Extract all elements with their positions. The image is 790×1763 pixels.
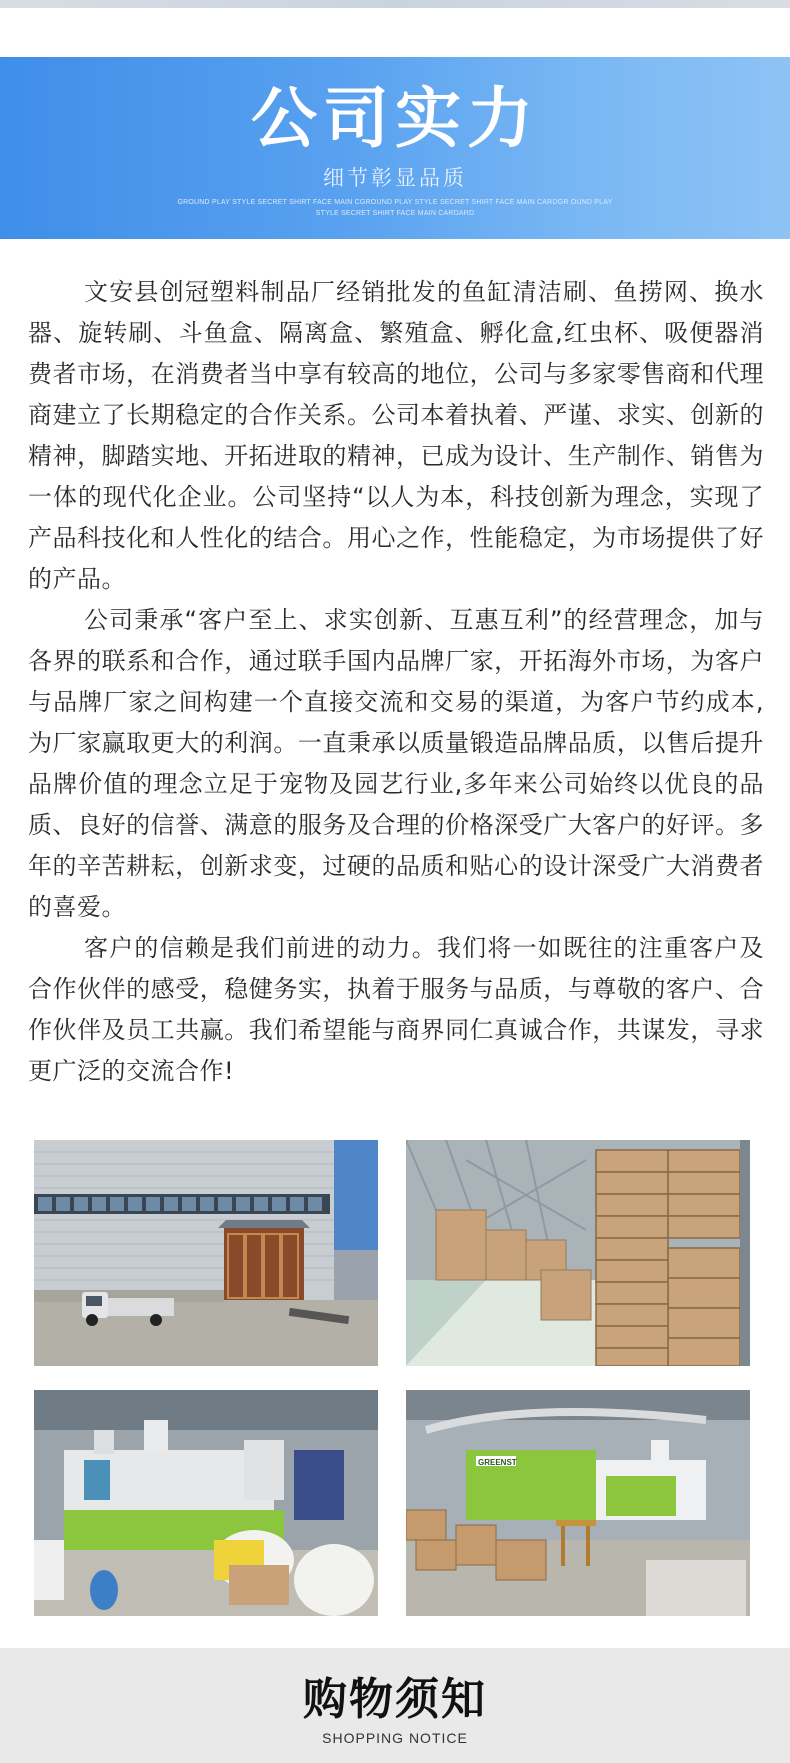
intro-paragraph: 公司秉承“客户至上、求实创新、互惠互利”的经营理念，加与各界的联系和合作，通过联手国内品牌厂家，开拓海外市场，为客户与品牌厂家之间构建一个直接交流和交易的渠道，为客户节约成本,为厂家赢取更大的利润。一直秉承以质量锻造品牌品质，以售后提升品牌价值的理念立足于宠物及园艺行业,多年来公司始终以优良的品质、良好的信誉、满意的服务及合理的价格深受广大客户的好评。多年的辛苦耕耘，创新求变，过硬的品质和贴心的设计深受广大消费者的喜爱。 xyxy=(28,606,764,921)
shopping-notice-header xyxy=(0,1648,790,1763)
shopping-notice-subtitle: SHOPPING NOTICE xyxy=(322,1730,468,1746)
banner-english-text: GROUND PLAY STYLE SECRET SHIRT FACE MAIN CGROUND PLAY STYLE SECRET SHIRT FACE MAIN CARDGR OUND PLAY STYLE SECRET SHIRT FACE MAIN CARDARD xyxy=(177,199,613,217)
workshop-machines-photo xyxy=(406,1390,750,1616)
top-divider-strip xyxy=(0,0,790,8)
factory-exterior-photo xyxy=(34,1140,378,1366)
factory-photo-grid xyxy=(34,1140,750,1616)
banner-title: 公司实力 xyxy=(251,80,539,157)
company-strength-banner xyxy=(0,57,790,239)
intro-paragraph: 客户的信赖是我们前进的动力。我们将一如既往的注重客户及合作伙伴的感受，稳健务实，执着于服务与品质，与尊敬的客户、合作伙伴及员工共赢。我们希望能与商界同仁真诚合作，共谋发，寻求更广泛的交流合作! xyxy=(28,934,764,1085)
company-intro-text xyxy=(28,272,764,1092)
shopping-notice-title: 购物须知 xyxy=(303,1674,487,1725)
intro-paragraph: 文安县创冠塑料制品厂经销批发的鱼缸清洁刷、鱼捞网、换水器、旋转刷、斗鱼盒、隔离盒、繁殖盒、孵化盒,红虫杯、吸便器消费者市场，在消费者当中享有较高的地位，公司与多家零售商和代理商建立了长期稳定的合作关系。公司本着执着、严谨、求实、创新的精神，脚踏实地、开拓进取的精神，已成为设计、生产制作、销售为一体的现代化企业。公司坚持“以人为本，科技创新为理念，实现了产品科技化和人性化的结合。用心之作，性能稳定，为市场提供了好的产品。 xyxy=(28,278,764,593)
warehouse-boxes-photo xyxy=(406,1140,750,1366)
banner-subtitle: 细节彰显品质 xyxy=(323,166,467,190)
machine-brand-label: GREENST xyxy=(478,1458,517,1467)
molding-machines-photo xyxy=(34,1390,378,1616)
